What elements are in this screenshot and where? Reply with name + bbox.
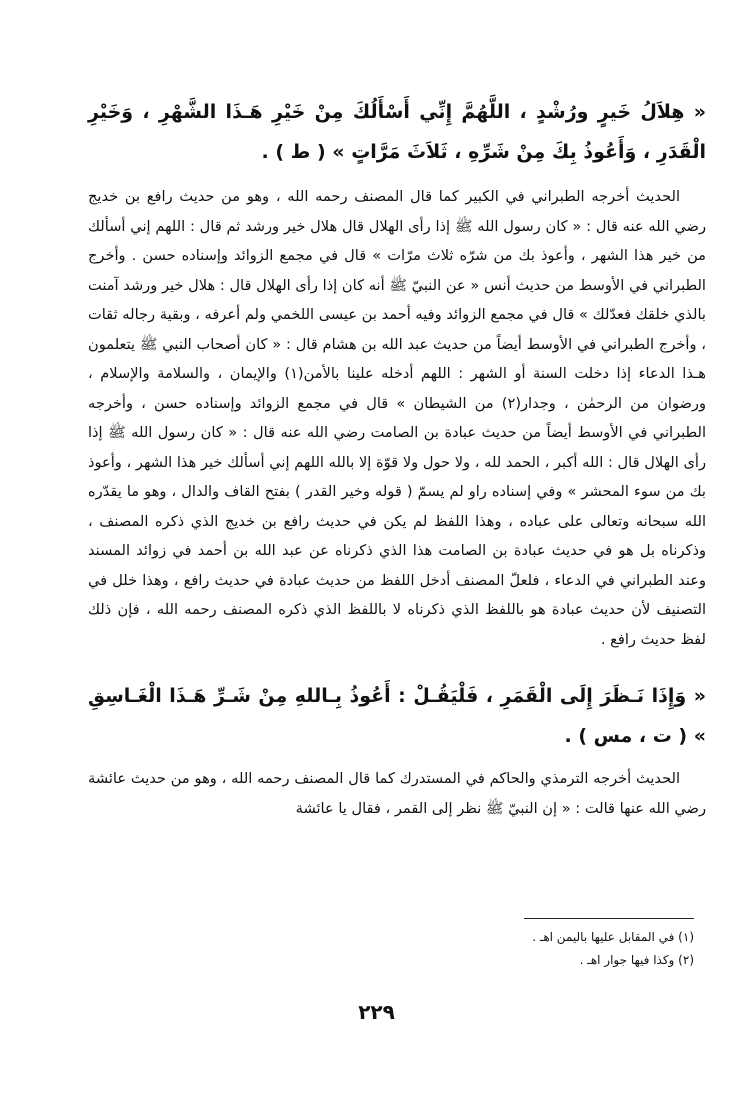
footnote-1: (١) في المقابل عليها باليمن اهـ .	[532, 930, 694, 944]
commentary-paragraph-1: الحديث أخرجه الطبراني في الكبير كما قال المصنف رحمه الله ، وهو من حديث رافع بن خديج رضي الله عنه قال : « كان رسول الله ﷺ إذا رأى الهلال قال هلال خير ورشد ثم قال : اللهم إني أسألك من خير هذا الشهر ، وأعوذ بك من شرّه ثلاث مرّات » قال في مجمع الزوائد وإسناده حسن . وأخرج الطبراني في الأوسط من حديث أنس « عن النبيّ ﷺ أنه كان إذا رأى الهلال قال : هلال خير ورشد آمنت بالذي خلقك فعدّلك » قال في مجمع الزوائد وفيه أحمد بن عيسى اللخمي ولم أعرفه ، وبقية رجاله ثقات ، وأخرج الطبراني في الأوسط أيضاً من حديث عبد الله بن هشام قال : « كان أصحاب النبي ﷺ يتعلمون هـذا الدعاء إذا دخلت السنة أو الشهر : اللهم أدخله علينا بالأمن(١) والإيمان ، والسلامة والإسلام ، ورضوان من الرحمٰن ، وجدار(٢) من الشيطان » قال في مجمع الزوائد وإسناده حسن ، وأخرجه الطبراني في الأوسط أيضاً من حديث عبادة بن الصامت رضي الله عنه قال : « كان رسول الله ﷺ إذا رأى الهلال قال : الله أكبر ، الحمد لله ، ولا حول ولا قوّة إلا بالله اللهم إني أسألك خير هذا الشهر ، وأعوذ بك من سوء المحشر » وفي إسناده راو لم يسمّ ( قوله وخير القدر ) بفتح القاف والدال ، وهو ما يقدّره الله سبحانه وتعالى على عباده ، وهذا اللفظ لم يكن في حديث رافع بن خديج الذي ذكره المصنف ، وذكرناه بل هو في حديث عبادة بن الصامت هذا الذي ذكرناه عن عبد الله بن أحمد في زوائد المسند وعند الطبراني في الدعاء ، فلعلّ المصنف أدخل اللفظ من حديث عبادة في حديث رافع ، وهذا خلل في التصنيف لأن حديث عبادة هو باللفظ الذي ذكرناه لا باللفظ الذي ذكره المصنف رحمه الله ، فإن ذلك لفظ حديث رافع .	[88, 188, 706, 648]
page-number: ٢٢٩	[358, 1000, 395, 1024]
hadith-text-1: « هِلاَلُ خَيرٍ ورُشْدٍ ، اللَّهُمَّ إِنِّي أَسْأَلُكَ مِنْ خَيْرِ هَـذَا الشَّهْرِ ، وَخَيْرِ الْقَدَرِ ، وَأَعُوذُ بِكَ مِنْ شَرِّهِ ، ثَلاَثَ مَرَّاتٍ » ( ط ) .	[88, 101, 706, 163]
commentary-paragraph-2: الحديث أخرجه الترمذي والحاكم في المستدرك كما قال المصنف رحمه الله ، وهو من حديث عائشة رضي الله عنها قالت : « إن النبيّ ﷺ نظر إلى القمر ، فقال يا عائشة	[88, 770, 706, 817]
footnotes	[420, 926, 694, 972]
footnote-divider	[524, 918, 694, 919]
page-body	[88, 92, 706, 823]
footnote-2: (٢) وكذا فيها جوار اهـ .	[579, 953, 694, 967]
hadith-text-2: « وَإِذَا نَـظَرَ إِلَى الْقَمَرِ ، فَلْيَقُـلْ : أَعُوذُ بِـاللهِ مِنْ شَـرِّ هَـذَا الْغَـاسِقِ » ( ت ، مس ) .	[88, 685, 706, 747]
